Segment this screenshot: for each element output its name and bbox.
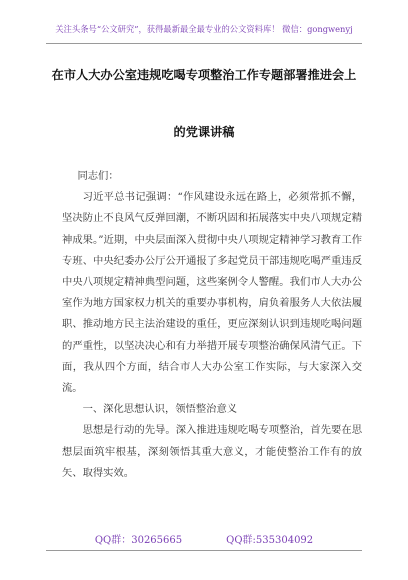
page-footer bbox=[48, 531, 360, 546]
section-heading-1: 一、深化思想认识，领悟整治意义 bbox=[82, 403, 238, 416]
document-title-line-1: 在市人大办公室违规吃喝专项整治工作专题部署推进会上 bbox=[51, 68, 357, 82]
paragraph-intro: 习近平总书记强调：“作风建设永远在路上，必须常抓不懈，坚决防止不良风气反弹回潮，不断巩固和拓展落实中央八项规定精神成果。”近期，中央层面深入贯彻中央八项规定精神学习教育工作专班、中央纪委办公厅公开通报了多起党员干部违规吃喝严重违反中央八项规定精神典型问题，这些案例令人警醒。我们市人大办公室作为地方国家权力机关的重要办事机构，肩负着服务人大依法履职、推动地方民主法治建设的重任，更应深刻认识到违规吃喝问题的严重性，以坚决决心和有力举措开展专项整治确保风清气正。下面，我从四个方面，结合市人大办公室工作实际，与大家深入交流。 bbox=[62, 191, 362, 395]
salutation: 同志们： bbox=[77, 170, 119, 182]
document-body bbox=[62, 166, 362, 484]
header-divider bbox=[46, 43, 362, 44]
footer-divider bbox=[46, 550, 362, 551]
footer-qq-group-2: QQ群:535304092 bbox=[226, 535, 314, 546]
paragraph-section-1: 思想是行动的先导。深入推进违规吃喝专项整治，首先要在思想层面筑牢根基，深刻领悟其重大意义，才能使整治工作有的放矢、取得实效。 bbox=[62, 424, 362, 479]
footer-qq-group-1: QQ群：30265665 bbox=[94, 535, 183, 546]
page-header-notice: 关注头条号“公文研究”，获得最新最全最专业的公文资料库！ 微信：gongwenyj bbox=[55, 24, 353, 34]
document-title-line-2: 的党课讲稿 bbox=[173, 125, 235, 139]
